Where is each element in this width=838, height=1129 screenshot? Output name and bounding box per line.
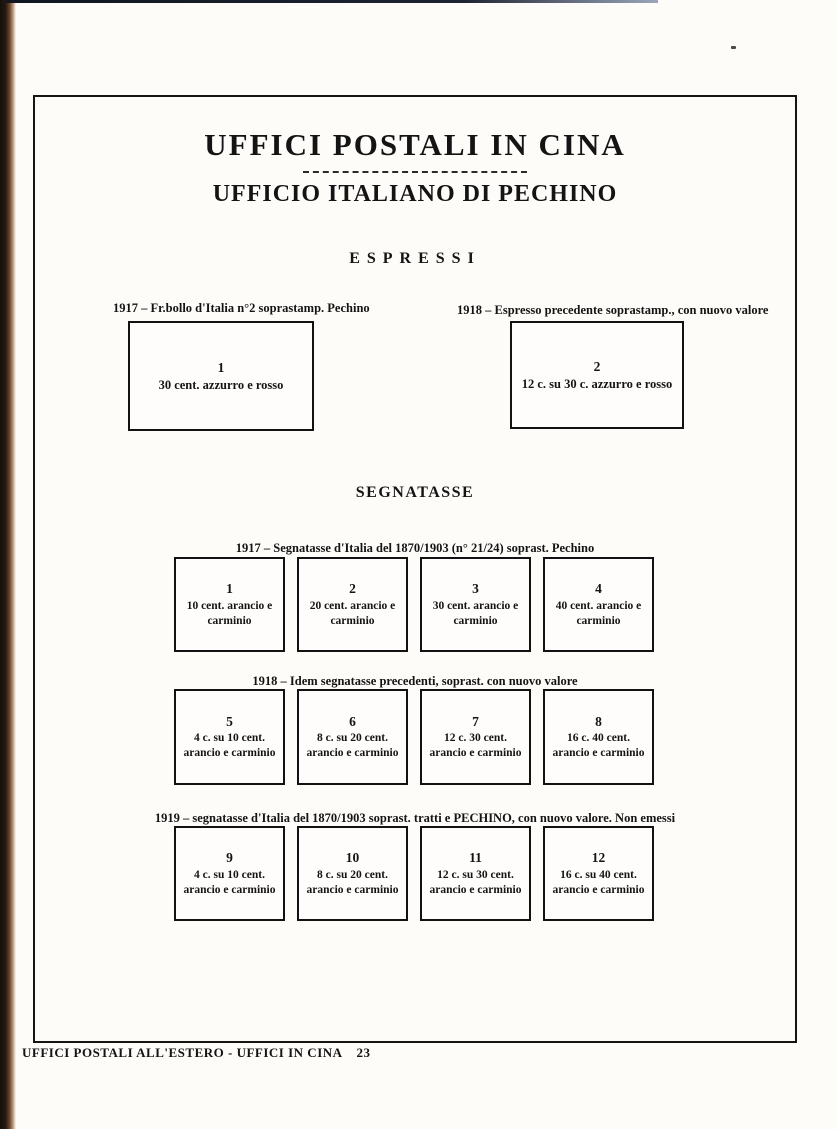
stamp-description: 40 cent. arancio e carminio <box>555 599 642 627</box>
segnatasse-caption-1919: 1919 – segnatasse d'Italia del 1870/1903 soprast. tratti e PECHINO, con nuovo valore. Non emessi <box>154 811 676 825</box>
stamp-description: 4 c. su 10 cent. arancio e carminio <box>183 732 276 760</box>
page-number: 23 <box>356 1045 371 1060</box>
stamp-number: 6 <box>349 713 356 729</box>
stamp-number: 5 <box>226 713 233 729</box>
stamp-description: 20 cent. arancio e carminio <box>309 599 396 627</box>
page-subtitle: UFFICIO ITALIANO DI PECHINO <box>212 181 618 207</box>
scan-speck <box>731 46 736 49</box>
stamp-box-6 <box>297 689 408 785</box>
stamp-box-12 <box>543 826 654 921</box>
segnatasse-row-2 <box>174 689 654 785</box>
stamp-number: 3 <box>472 581 479 597</box>
stamp-box-8 <box>543 689 654 785</box>
stamp-number: 1 <box>217 359 225 375</box>
stamp-number: 12 <box>591 850 606 866</box>
title-divider <box>303 171 527 173</box>
stamp-number: 8 <box>595 713 602 729</box>
stamp-box-4 <box>543 557 654 652</box>
stamp-description: 8 c. su 20 cent. arancio e carminio <box>306 732 399 760</box>
page-title: UFFICI POSTALI IN CINA <box>204 127 626 162</box>
stamp-box-2 <box>297 557 408 652</box>
stamp-box-10 <box>297 826 408 921</box>
section-heading-segnatasse: SEGNATASSE <box>355 484 475 501</box>
footer-text: UFFICI POSTALI ALL'ESTERO - UFFICI IN CINA <box>22 1045 343 1060</box>
stamp-description: 30 cent. azzurro e rosso <box>158 377 284 392</box>
stamp-box-7 <box>420 689 531 785</box>
stamp-box-5 <box>174 689 285 785</box>
stamp-description: 12 c. su 30 c. azzurro e rosso <box>521 376 673 391</box>
espressi-caption-1918: 1918 – Espresso precedente soprastamp., con nuovo valore <box>457 303 769 317</box>
stamp-description: 8 c. su 20 cent. arancio e carminio <box>306 868 399 896</box>
stamp-number: 10 <box>345 850 360 866</box>
stamp-description: 16 c. 40 cent. arancio e carminio <box>552 732 645 760</box>
section-heading-espressi: ESPRESSI <box>349 250 481 267</box>
stamp-description: 30 cent. arancio e carminio <box>432 599 519 627</box>
stamp-number: 9 <box>226 850 233 866</box>
espressi-caption-1917: 1917 – Fr.bollo d'Italia n°2 soprastamp. Pechino <box>113 301 370 315</box>
segnatasse-caption-1918: 1918 – Idem segnatasse precedenti, soprast. con nuovo valore <box>252 674 578 688</box>
stamp-box-espressi-2 <box>510 321 684 429</box>
stamp-description: 12 c. su 30 cent. arancio e carminio <box>429 868 522 896</box>
stamp-description: 10 cent. arancio e carminio <box>186 599 273 627</box>
stamp-number: 2 <box>593 358 601 374</box>
page-footer <box>22 1045 371 1061</box>
stamp-box-9 <box>174 826 285 921</box>
stamp-description: 16 c. su 40 cent. arancio e carminio <box>552 868 645 896</box>
stamp-box-3 <box>420 557 531 652</box>
stamp-box-11 <box>420 826 531 921</box>
scan-top-line <box>6 0 658 3</box>
stamp-box-espressi-1 <box>128 321 314 431</box>
stamp-box-1 <box>174 557 285 652</box>
stamp-number: 4 <box>595 581 602 597</box>
segnatasse-row-3 <box>174 826 654 921</box>
segnatasse-row-1 <box>174 557 654 652</box>
stamp-number: 11 <box>469 850 482 866</box>
stamp-number: 1 <box>226 581 233 597</box>
segnatasse-caption-1917: 1917 – Segnatasse d'Italia del 1870/1903 (n° 21/24) soprast. Pechino <box>235 541 595 555</box>
stamp-description: 4 c. su 10 cent. arancio e carminio <box>183 868 276 896</box>
stamp-description: 12 c. 30 cent. arancio e carminio <box>429 732 522 760</box>
stamp-number: 2 <box>349 581 356 597</box>
scan-edge-band <box>0 0 16 1129</box>
stamp-number: 7 <box>472 713 479 729</box>
